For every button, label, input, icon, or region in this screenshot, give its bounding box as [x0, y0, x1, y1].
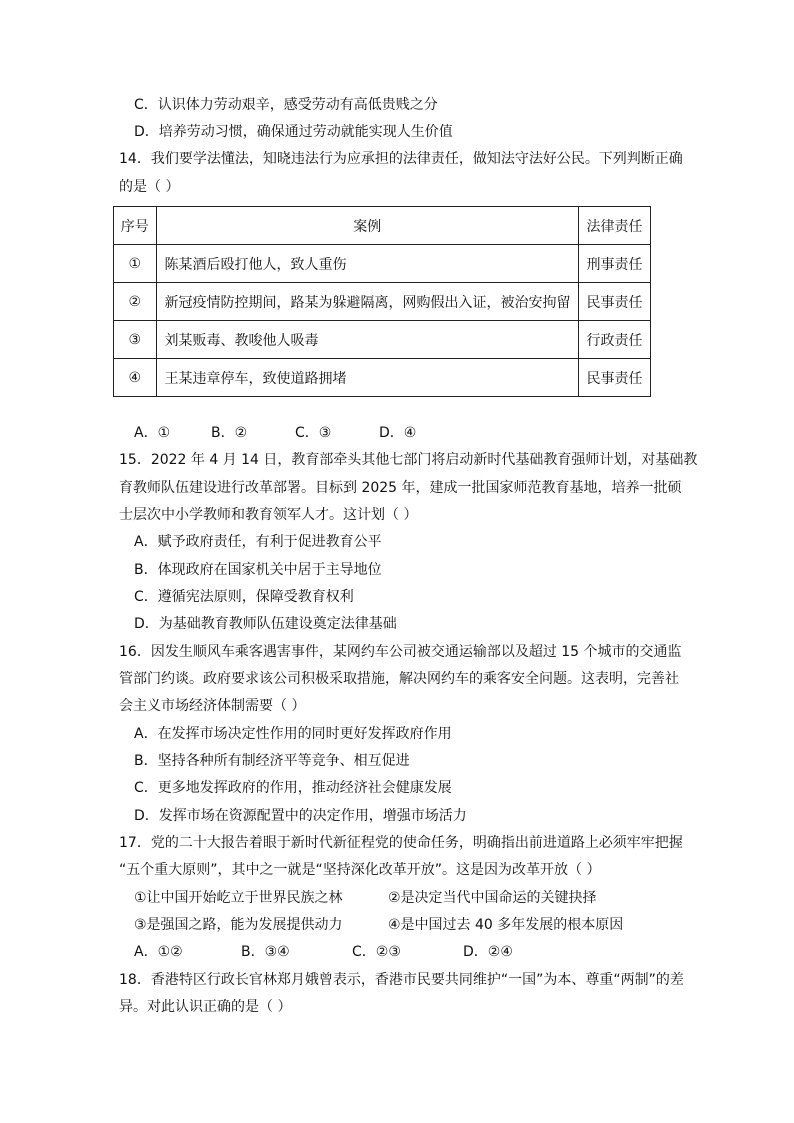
- q15-option-a: A．赋予政府责任，有利于促进教育公平: [134, 534, 382, 550]
- row-case: 刘某贩毒、教唆他人吸毒: [156, 321, 578, 359]
- q17-option-b: B．③④: [241, 944, 290, 960]
- q16-option-a: A．在发挥市场决定性作用的同时更好发挥政府作用: [134, 726, 452, 742]
- row-case: 陈某酒后殴打他人，致人重伤: [156, 245, 578, 283]
- q17-stem-line2: “五个重大原则”，其中之一就是“坚持深化改革开放”。这是因为改革开放（ ）: [119, 862, 601, 878]
- table-row: [114, 245, 651, 283]
- q17-options: [134, 943, 554, 961]
- q16-option-c: C．更多地发挥政府的作用，推动经济社会健康发展: [134, 780, 452, 796]
- q16-stem-line1: 16．因发生顺风车乘客遇害事件，某网约车公司被交通运输部以及超过 15 个城市的交通监: [119, 644, 682, 660]
- header-case: 案例: [156, 207, 578, 245]
- table-row: [114, 283, 651, 321]
- q17-option-c: C．②③: [352, 944, 401, 960]
- q14-option-b: B．②: [211, 425, 248, 441]
- q14-options: [134, 424, 534, 442]
- table-header-row: [114, 207, 651, 245]
- q17-option-d: D．②④: [463, 944, 513, 960]
- q15-option-b: B．体现政府在国家机关中居于主导地位: [134, 562, 382, 578]
- row-no: ①: [114, 245, 157, 283]
- q17-item-4: ④是中国过去 40 多年发展的根本原因: [388, 917, 624, 933]
- q17-stem-line1: 17．党的二十大报告着眼于新时代新征程党的使命任务，明确指出前进道路上必须牢牢把握: [119, 835, 683, 851]
- q17-option-a: A．①②: [134, 944, 183, 960]
- q16-stem-line3: 会主义市场经济体制需要（ ）: [119, 698, 306, 714]
- q16-option-b: B．坚持各种所有制经济平等竞争、相互促进: [134, 753, 410, 769]
- q13-option-d: D．培养劳动习惯，确保通过劳动就能实现人生价值: [134, 124, 453, 140]
- header-no: 序号: [114, 207, 157, 245]
- table-row: [114, 321, 651, 359]
- q18-stem-line2: 异。对此认识正确的是（ ）: [119, 999, 292, 1015]
- q17-item-3: ③是强国之路，能为发展提供动力: [134, 917, 343, 933]
- q14-option-a: A．①: [134, 425, 171, 441]
- q17-item-1: ①让中国开始屹立于世界民族之林: [134, 890, 343, 906]
- q15-stem-line3: 士层次中小学教师和教育领军人才。这计划（ ）: [119, 507, 418, 523]
- row-no: ③: [114, 321, 157, 359]
- q15-stem-line1: 15．2022 年 4 月 14 日，教育部牵头其他七部门将启动新时代基础教育强师计划，对基础教: [119, 452, 698, 468]
- q18-stem-line1: 18．香港特区行政长官林郑月娥曾表示，香港市民要共同维护“一国”为本、尊重“两制”的差: [119, 972, 684, 988]
- row-responsibility: 刑事责任: [578, 245, 650, 283]
- row-case: 新冠疫情防控期间，路某为躲避隔离，网购假出入证，被治安拘留: [156, 283, 578, 321]
- row-responsibility: 行政责任: [578, 321, 650, 359]
- row-case: 王某违章停车，致使道路拥堵: [156, 359, 578, 397]
- row-responsibility: 民事责任: [578, 359, 650, 397]
- q15-option-d: D．为基础教育教师队伍建设奠定法律基础: [134, 616, 397, 632]
- q15-option-c: C．遵循宪法原则，保障受教育权利: [134, 589, 354, 605]
- q14-option-d: D．④: [379, 425, 417, 441]
- q17-item-2: ②是决定当代中国命运的关键抉择: [388, 890, 597, 906]
- q14-option-c: C．③: [295, 425, 332, 441]
- q16-stem-line2: 管部门约谈。政府要求该公司积极采取措施，解决网约车的乘客安全问题。这表明，完善社: [119, 671, 679, 687]
- q15-stem-line2: 育教师队伍建设进行改革部署。目标到 2025 年，建成一批国家师范教育基地，培养一批硕: [119, 480, 682, 496]
- case-table: [113, 206, 651, 397]
- q14-stem-line1: 14．我们要学法懂法，知晓违法行为应承担的法律责任，做知法守法好公民。下列判断正确: [119, 151, 683, 167]
- q14-stem-line2: 的是（ ）: [119, 179, 180, 195]
- q13-option-c: C．认识体力劳动艰辛，感受劳动有高低贵贱之分: [134, 97, 438, 113]
- row-no: ④: [114, 359, 157, 397]
- header-responsibility: 法律责任: [578, 207, 650, 245]
- row-responsibility: 民事责任: [578, 283, 650, 321]
- row-no: ②: [114, 283, 157, 321]
- q16-option-d: D．发挥市场在资源配置中的决定作用，增强市场活力: [134, 808, 467, 824]
- table-row: [114, 359, 651, 397]
